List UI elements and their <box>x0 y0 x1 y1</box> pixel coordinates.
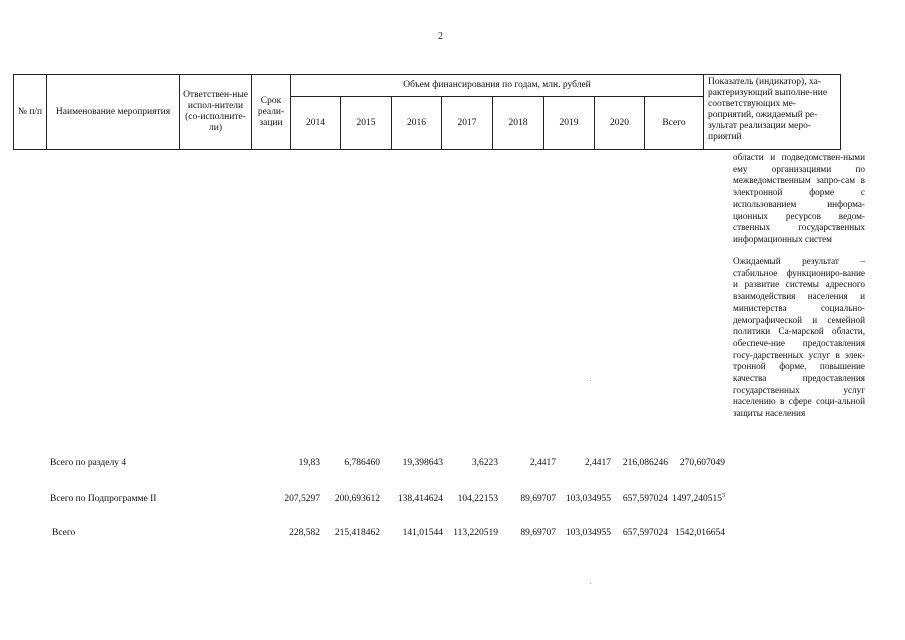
summary-row <box>0 528 905 542</box>
summary-value: 19,83 <box>298 458 320 468</box>
summary-value: 113,220519 <box>453 528 498 538</box>
header-name: Наименование мероприятия <box>47 75 180 150</box>
summary-row <box>0 458 905 472</box>
header-term: Срок реали-зации <box>252 75 291 150</box>
summary-value: 89,69707 <box>520 494 556 504</box>
summary-total-value: 1497,240515 <box>672 494 722 504</box>
summary-value: 207,5297 <box>284 494 320 504</box>
header-year: 2017 <box>442 97 493 150</box>
scan-speck <box>590 583 591 584</box>
header-year: 2015 <box>341 97 392 150</box>
summary-value: 3,6223 <box>471 458 498 468</box>
summary-value: 2,4417 <box>584 458 611 468</box>
table-header <box>13 74 841 150</box>
summary-value: 19,398643 <box>402 458 443 468</box>
page-number: 2 <box>438 31 443 42</box>
summary-value: 104,22153 <box>457 494 498 504</box>
header-year: 2020 <box>595 97 645 150</box>
summary-value: 141,01544 <box>402 528 443 538</box>
scan-speck <box>590 380 591 381</box>
header-year: 2019 <box>544 97 595 150</box>
summary-label: Всего по Подпрограмме II <box>50 494 157 504</box>
summary-value-total <box>665 494 725 504</box>
summary-value-total: 1542,016654 <box>675 528 725 538</box>
summary-value: 216,086246 <box>622 458 668 468</box>
header-year-total: Всего <box>645 97 704 150</box>
summary-value: 89,69707 <box>520 528 556 538</box>
summary-value: 138,414624 <box>397 494 443 504</box>
summary-row <box>0 494 905 508</box>
summary-label: Всего по разделу 4 <box>50 458 127 468</box>
header-year: 2014 <box>291 97 341 150</box>
summary-value: 6,786460 <box>344 458 380 468</box>
footnote-marker: 3 <box>722 492 725 499</box>
indicator-text-2: Ожидаемый результат – стабильное функциониро-вание и развитие системы адресного взаимодействия населения и министерства социально-демографической и семейной политики Са-марской области, обеспече-ние предоставления госу-дарственных услуг в элек-тронной форме, повышение качества предоставления государственных услуг населению в сфере соци-альной защиты населения <box>733 256 865 419</box>
summary-label: Всего <box>52 528 76 538</box>
header-no: № п/п <box>14 75 47 150</box>
summary-value: 228,582 <box>289 528 320 538</box>
header-responsible: Ответствен-ные испол-нители (со-исполните-ли) <box>180 75 252 150</box>
header-year: 2018 <box>493 97 544 150</box>
indicator-text-1: области и подведомствен-ными ему организациями по межведомственным запро-сам в электронной форме с использованием информа-ционных ресурсов ведом-ственных государственных информационных систем <box>733 152 865 244</box>
summary-value: 103,034955 <box>565 494 611 504</box>
summary-value: 657,597024 <box>622 528 668 538</box>
summary-value-total: 270,607049 <box>679 458 725 468</box>
summary-value: 2,4417 <box>529 458 556 468</box>
header-indicator: Показатель (индикатор), ха-рактеризующий выполне-ние соответствующих ме-роприятий, ожидаемый ре-зультат реализации меро-приятий <box>704 75 841 150</box>
summary-value: 103,034955 <box>565 528 611 538</box>
header-financing: Объем финансирования по годам, млн. рублей <box>291 75 704 97</box>
summary-value: 215,418462 <box>334 528 380 538</box>
summary-value: 657,597024 <box>622 494 668 504</box>
header-year: 2016 <box>392 97 442 150</box>
summary-value: 200,693612 <box>334 494 380 504</box>
